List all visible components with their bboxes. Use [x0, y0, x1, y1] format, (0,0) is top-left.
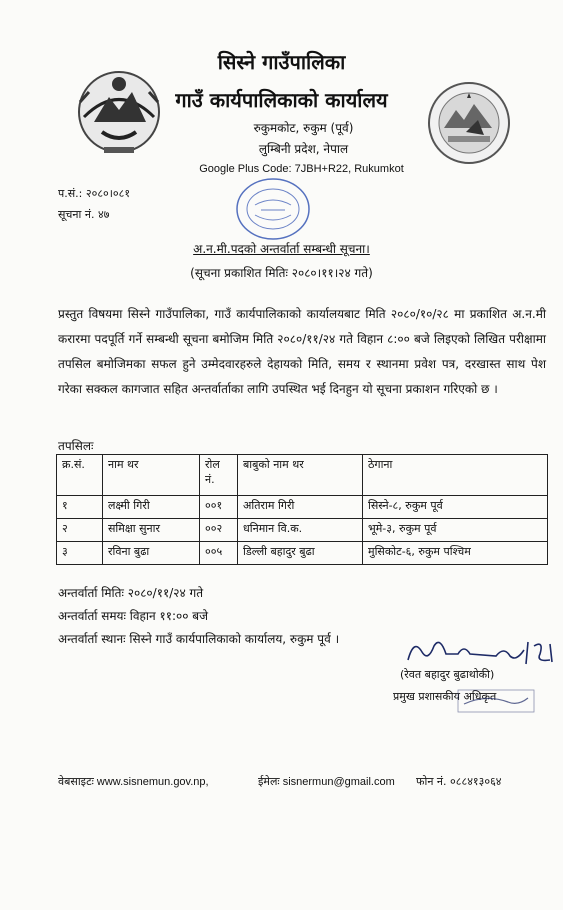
office-name: गाउँ कार्यपालिकाको कार्यालय [175, 88, 388, 112]
google-plus-code: Google Plus Code: 7JBH+R22, Rukumkot [199, 163, 404, 175]
cell-father-name: धनिमान वि.क. [238, 519, 363, 542]
handwritten-signature [400, 632, 560, 668]
header-father-name: बाबुको नाम थर [238, 455, 363, 496]
cell-address: भूमे-३, रुकुम पूर्व [363, 519, 548, 542]
header-serial: क्र.सं. [57, 455, 103, 496]
table-row [57, 519, 548, 542]
footer-phone: फोन नं. ०८८४१३०६४ [416, 775, 502, 788]
cell-serial: २ [57, 519, 103, 542]
interview-time: अन्तर्वार्ता समयः विहान ११:०० बजे [58, 609, 209, 623]
cell-father-name: अतिराम गिरी [238, 496, 363, 519]
header-name: नाम थर [103, 455, 200, 496]
address-line-1: रुकुमकोट, रुकुम (पूर्व) [253, 121, 354, 135]
footer-website: वेबसाइटः www.sisnemun.gov.np, [58, 776, 209, 788]
office-stamp [225, 175, 321, 243]
publication-date: (सूचना प्रकाशित मितिः २०८०।११।२४ गते) [190, 266, 373, 280]
cell-address: मुसिकोट-६, रुकुम पश्चिम [363, 542, 548, 565]
org-name: सिस्ने गाउँपालिका [217, 50, 346, 74]
interview-place: अन्तर्वार्ता स्थानः सिस्ने गाउँ कार्यपालिकाको कार्यालय, रुकुम पूर्व । [58, 632, 340, 646]
cell-serial: ३ [57, 542, 103, 565]
notice-number: सूचना नं. ४७ [58, 208, 110, 221]
cell-serial: १ [57, 496, 103, 519]
cell-name: लक्ष्मी गिरी [103, 496, 200, 519]
table-row [57, 542, 548, 565]
cell-roll: ००२ [200, 519, 238, 542]
cell-father-name: डिल्ली बहादुर बुढा [238, 542, 363, 565]
header-address: ठेगाना [363, 455, 548, 496]
cell-roll: ००५ [200, 542, 238, 565]
cell-roll: ००१ [200, 496, 238, 519]
cell-name: रविना बुढा [103, 542, 200, 565]
footer-email: ईमेलः sisnermun@gmail.com [258, 776, 395, 788]
cell-address: सिस्ने-८, रुकुम पूर्व [363, 496, 548, 519]
signature-stamp [456, 686, 536, 716]
table-row [57, 496, 548, 519]
letter-number: प.सं.: २०८०।०८१ [58, 187, 131, 200]
notice-body: प्रस्तुत विषयमा सिस्ने गाउँपालिका, गाउँ कार्यपालिकाको कार्यालयबाट मिति २०८०/१०/२८ मा प्रकाशित अ.न.मी करारमा पदपूर्ति गर्ने सम्बन्धी सूचना बमोजिम मिति २०८०/११/२४ गते विहान ८:०० बजे लिइएको लिखित परीक्षामा तपसिल बमोजिमका सफल हुने उम्मेदवारहरुले देहायको मिति, समय र स्थानमा प्रवेश पत्र, दरखास्त साथ पेश गरेका सक्कल कागजात सहित अन्तर्वार्ताका लागि उपस्थित भई दिनहुन यो सूचना प्रकाशन गरिएको छ । [58, 307, 546, 396]
candidate-table [56, 454, 548, 565]
address-line-2: लुम्बिनी प्रदेश, नेपाल [258, 142, 349, 156]
interview-date: अन्तर्वार्ता मितिः २०८०/११/२४ गते [58, 586, 204, 600]
table-header-row [57, 455, 548, 496]
header-roll: रोल नं. [200, 455, 238, 496]
signer-title: प्रमुख प्रशासकीय अधिकृत [393, 690, 497, 703]
signer-name: (रेवत बहादुर बुढाथोकी) [400, 668, 495, 681]
cell-name: समिक्षा सुनार [103, 519, 200, 542]
notice-subject [0, 240, 563, 257]
notice-subject-text: अ.न.मी.पदको अन्तर्वार्ता सम्बन्धी सूचना। [193, 242, 370, 256]
details-label: तपसिलः [58, 439, 94, 453]
